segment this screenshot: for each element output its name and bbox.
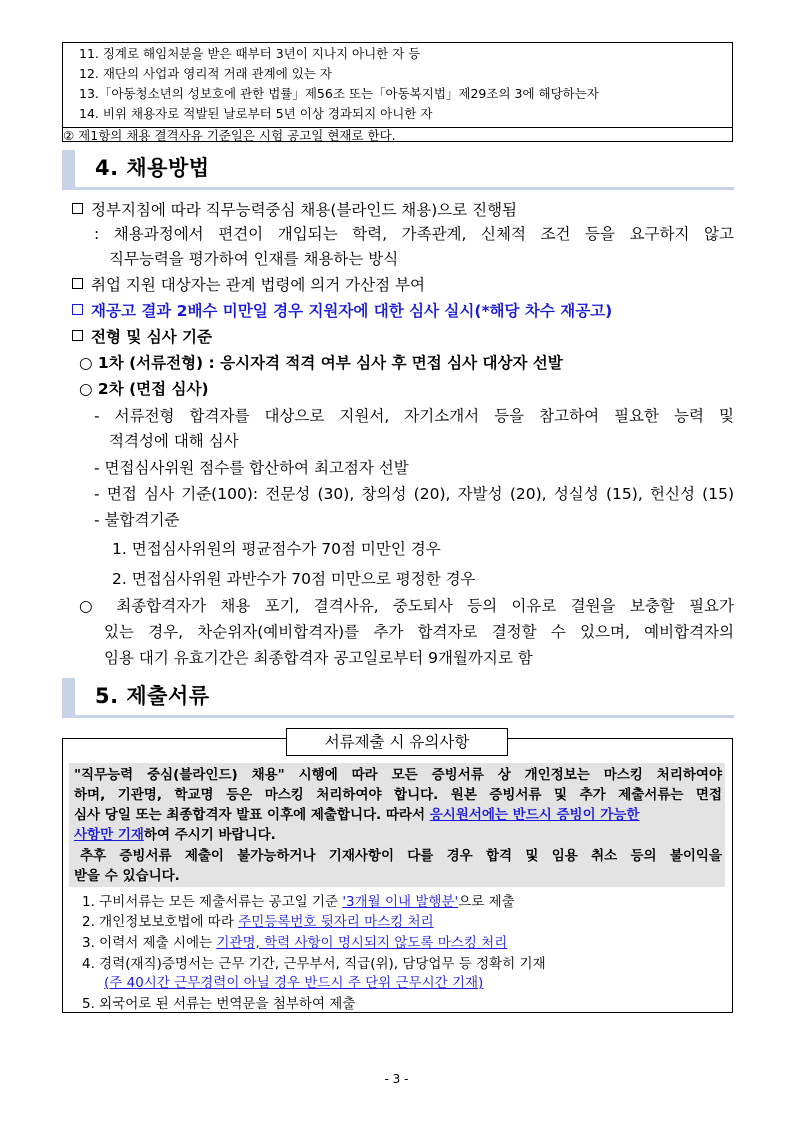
section-rule — [75, 715, 734, 718]
checkbox-bullet-icon — [72, 278, 83, 289]
section-marker — [62, 678, 75, 718]
section-5-title: 5. 제출서류 — [95, 684, 210, 708]
section-marker — [62, 150, 75, 190]
notice-title: 서류제출 시 유의사항 — [286, 728, 508, 756]
doc-item-4-note: (주 40시간 근무경력이 아닐 경우 반드시 주 단위 근무시간 기재) — [104, 975, 484, 991]
doc-item-3: 3. 이력서 제출 시에는 기관명, 학력 사항이 명시되지 않도록 마스킹 처리 — [82, 935, 508, 951]
checkbox-bullet-icon — [72, 304, 83, 315]
fail-criteria-heading: - 불합격기준 — [94, 511, 180, 529]
interview-detail-2: - 면접심사위원 점수를 합산하여 최고점자 선발 — [94, 459, 409, 477]
clause-2: ② 제1항의 채용 결격사유 기준일은 시험 공고일 현재로 한다. — [63, 128, 396, 143]
disqualification-item-12: 12. 재단의 사업과 영리적 거래 관계에 있는 자 — [79, 66, 332, 81]
bullet-bonus-points: 취업 지원 대상자는 관계 법령에 의거 가산점 부여 — [72, 274, 425, 296]
reserve-candidate-b: 있는 경우, 차순위자(예비합격자)를 추가 합격자로 결정할 수 있으며, 예비합격자의 — [104, 623, 734, 641]
bullet-blind-hiring: 정부지침에 따라 직무능력중심 채용(블라인드 채용)으로 진행됨 — [72, 199, 517, 221]
page-number: - 3 - — [384, 1072, 409, 1086]
notice-para-2: 하며, 기관명, 학교명 등은 마스킹 처리하여야 합니다. 원본 증빙서류 및 추가 제출서류는 면접 — [74, 787, 722, 803]
checkbox-bullet-icon — [72, 203, 83, 214]
reserve-candidate-c: 임용 대기 유효기간은 최종합격자 공고일로부터 9개월까지로 함 — [104, 649, 533, 667]
disqualification-item-13: 13.「아동청소년의 성보호에 관한 법률」제56조 또는「아동복지법」제29조의 3에 해당하는자 — [79, 86, 599, 101]
fail-criterion-2: 2. 면접심사위원 과반수가 70점 미만으로 평정한 경우 — [112, 570, 476, 588]
bullet-blind-hiring-detail-1: : 채용과정에서 편견이 개입되는 학력, 가족관계, 신체적 조건 등을 요구하지 않고 — [94, 225, 734, 243]
stage-2-interview: ○ 2차 (면접 심사) — [79, 380, 209, 398]
checkbox-bullet-icon — [72, 330, 83, 341]
disqualification-box — [62, 42, 733, 142]
notice-emphasis-link: 응시원서에는 반드시 증빙이 가능한 — [429, 807, 640, 823]
doc-item-5: 5. 외국어로 된 서류는 번역문을 첨부하여 제출 — [82, 996, 356, 1012]
notice-para-6: 받을 수 있습니다. — [74, 868, 180, 884]
fail-criterion-1: 1. 면접심사위원의 평균점수가 70점 미만인 경우 — [112, 540, 441, 558]
reserve-candidate-a: ○ 최종합격자가 채용 포기, 결격사유, 중도퇴사 등의 이유로 결원을 보충할 필요가 — [79, 597, 734, 615]
doc-item-1: 1. 구비서류는 모든 제출서류는 공고일 기준 '3개월 이내 발행분'으로 제출 — [82, 894, 515, 910]
doc-item-2: 2. 개인정보보호법에 따라 주민등록번호 뒷자리 마스킹 처리 — [82, 914, 434, 930]
disqualification-item-14: 14. 비위 채용자로 적발된 날로부터 5년 이상 경과되지 아니한 자 — [79, 106, 433, 121]
doc-item-4: 4. 경력(재직)증명서는 근무 기간, 근무부서, 직급(위), 담당업무 등 정확히 기재 — [82, 956, 546, 972]
section-4-title: 4. 채용방법 — [95, 156, 210, 180]
section-5-header — [62, 674, 734, 718]
notice-para-5: 추후 증빙서류 제출이 불가능하거나 기재사항이 다를 경우 합격 및 임용 취소 등의 불이익을 — [80, 848, 722, 864]
bullet-blind-hiring-detail-2: 직무능력을 평가하여 인재를 채용하는 방식 — [109, 250, 399, 268]
bullet-screening-criteria: 전형 및 심사 기준 — [72, 326, 212, 348]
notice-para-4: 사항만 기재하여 주시기 바랍니다. — [74, 827, 276, 843]
stage-1-document: ○ 1차 (서류전형) : 응시자격 적격 여부 심사 후 면접 심사 대상자 선발 — [79, 354, 563, 372]
interview-detail-1b: 적격성에 대해 심사 — [109, 432, 239, 450]
notice-para-1: "직무능력 중심(블라인드) 채용" 시행에 따라 모든 증빙서류 상 개인정보는 마스킹 처리하여야 — [74, 767, 722, 783]
section-4-header — [62, 146, 734, 190]
interview-detail-1a: - 서류전형 합격자를 대상으로 지원서, 자기소개서 등을 참고하여 필요한 능력 및 — [94, 407, 734, 425]
notice-para-3: 심사 당일 또는 최종합격자 발표 이후에 제출합니다. 따라서 응시원서에는 반드시 증빙이 가능한 — [74, 807, 640, 823]
section-rule — [75, 187, 734, 190]
bullet-reannouncement: 재공고 결과 2배수 미만일 경우 지원자에 대한 심사 실시(*해당 차수 재공고) — [72, 300, 612, 322]
disqualification-item-11: 11. 징계로 해임처분을 받은 때부터 3년이 지나지 아니한 자 등 — [79, 46, 421, 61]
interview-criteria: - 면접 심사 기준(100): 전문성 (30), 창의성 (20), 자발성 (20), 성실성 (15), 헌신성 (15) — [94, 485, 734, 503]
notice-emphasis-link: 사항만 기재 — [74, 827, 144, 843]
